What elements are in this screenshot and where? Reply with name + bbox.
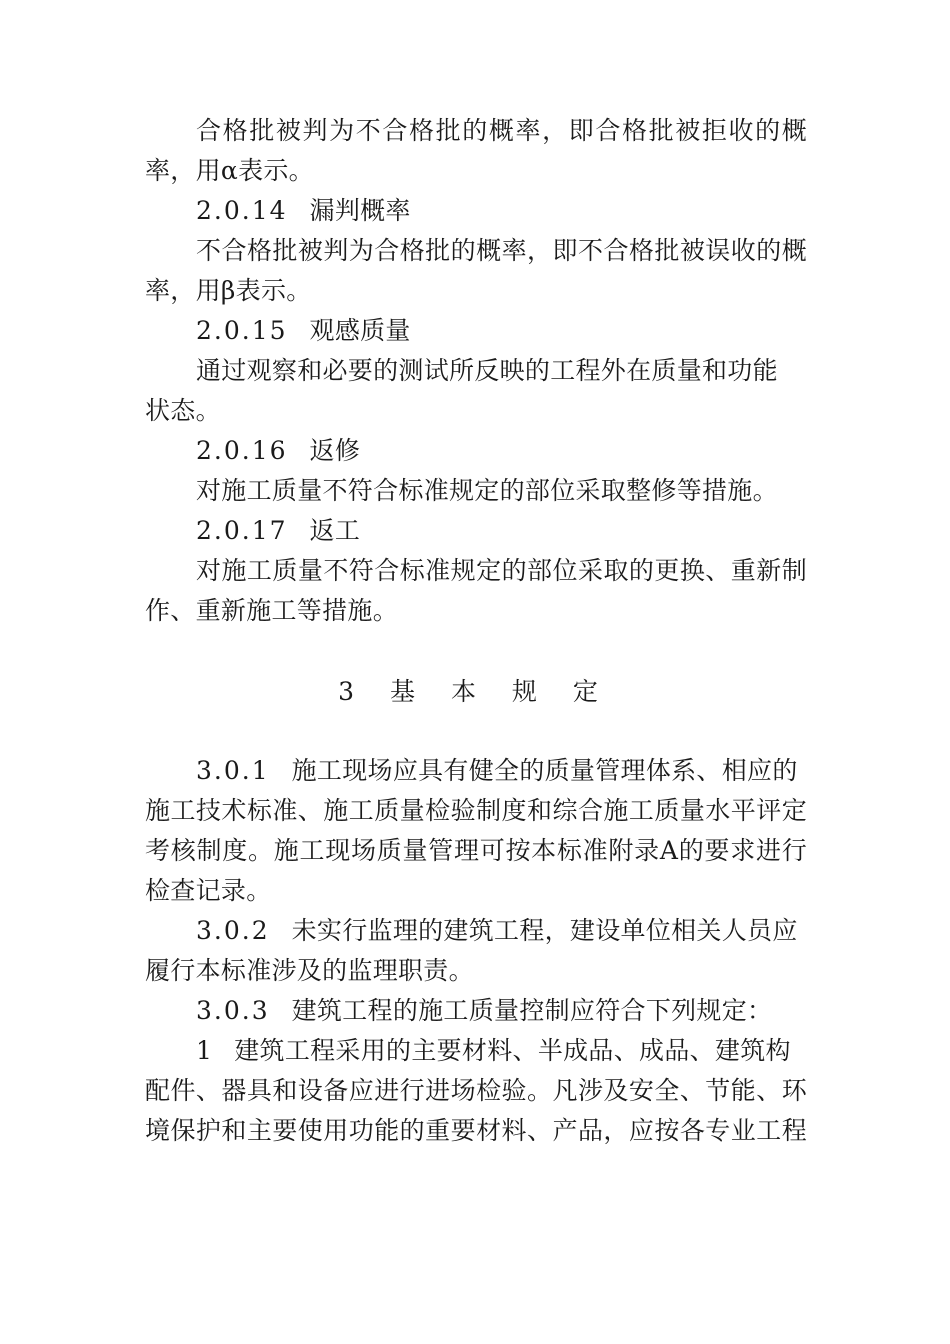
line-text: 履行本标准涉及的监理职责。	[145, 956, 474, 985]
paragraph-line	[0, 151, 950, 191]
clause-number: 3.0.2	[196, 916, 270, 945]
line-text: 状态。	[145, 396, 221, 425]
paragraph-line	[0, 271, 950, 311]
paragraph-line	[0, 1111, 950, 1151]
clause-number: 2.0.15	[196, 316, 288, 345]
clause-title: 观感质量	[309, 316, 411, 345]
line-text: 率，用β表示。	[145, 276, 312, 305]
paragraph-line	[0, 791, 950, 831]
paragraph-line	[0, 111, 950, 151]
line-text: 作、重新施工等措施。	[145, 596, 399, 625]
clause-heading-2-0-14	[0, 191, 950, 231]
line-text: 检查记录。	[145, 876, 272, 905]
clause-number: 3.0.1	[196, 756, 270, 785]
clause-3-0-3-first-line	[0, 991, 950, 1031]
line-text: 对施工质量不符合标准规定的部位采取整修等措施。	[196, 476, 778, 505]
clause-title: 漏判概率	[309, 196, 411, 225]
paragraph-line	[0, 231, 950, 271]
line-text: 配件、器具和设备应进行进场检验。凡涉及安全、节能、环	[145, 1076, 807, 1105]
clause-heading-2-0-16	[0, 431, 950, 471]
paragraph-line	[0, 951, 950, 991]
chapter-title: 基 本 规 定	[390, 677, 612, 706]
paragraph-line	[0, 871, 950, 911]
clause-title: 返修	[309, 436, 361, 465]
paragraph-line	[0, 391, 950, 431]
clause-number: 3.0.3	[196, 996, 270, 1025]
item-number: 1	[196, 1036, 213, 1065]
chapter-heading	[0, 672, 950, 712]
clause-3-0-1-first-line	[0, 751, 950, 791]
paragraph-line	[0, 551, 950, 591]
item-1-first-line	[0, 1031, 950, 1071]
line-text: 对施工质量不符合标准规定的部位采取的更换、重新制	[196, 556, 807, 585]
line-text: 建筑工程的施工质量控制应符合下列规定：	[291, 996, 773, 1025]
line-text: 合格批被判为不合格批的概率，即合格批被拒收的概	[196, 116, 807, 145]
line-text: 建筑工程采用的主要材料、半成品、成品、建筑构	[234, 1036, 791, 1065]
paragraph-line	[0, 591, 950, 631]
line-text: 境保护和主要使用功能的重要材料、产品，应按各专业工程	[145, 1116, 807, 1145]
paragraph-line	[0, 471, 950, 511]
line-text: 率，用α表示。	[145, 156, 314, 185]
line-text: 不合格批被判为合格批的概率，即不合格批被误收的概	[196, 236, 807, 265]
section-3	[0, 751, 950, 1151]
clause-number: 2.0.17	[196, 516, 288, 545]
line-text: 未实行监理的建筑工程，建设单位相关人员应	[291, 916, 798, 945]
chapter-number: 3	[338, 677, 369, 706]
clause-title: 返工	[309, 516, 361, 545]
paragraph-line	[0, 351, 950, 391]
line-text: 施工技术标准、施工质量检验制度和综合施工质量水平评定	[145, 796, 807, 825]
clause-number: 2.0.16	[196, 436, 288, 465]
line-text: 施工现场应具有健全的质量管理体系、相应的	[291, 756, 798, 785]
clause-3-0-2-first-line	[0, 911, 950, 951]
paragraph-line	[0, 1071, 950, 1111]
clause-heading-2-0-17	[0, 511, 950, 551]
line-text: 考核制度。施工现场质量管理可按本标准附录A的要求进行	[145, 836, 807, 865]
paragraph-line	[0, 831, 950, 871]
line-text: 通过观察和必要的测试所反映的工程外在质量和功能	[196, 356, 778, 385]
section-2-continued	[0, 111, 950, 631]
clause-heading-2-0-15	[0, 311, 950, 351]
clause-number: 2.0.14	[196, 196, 288, 225]
